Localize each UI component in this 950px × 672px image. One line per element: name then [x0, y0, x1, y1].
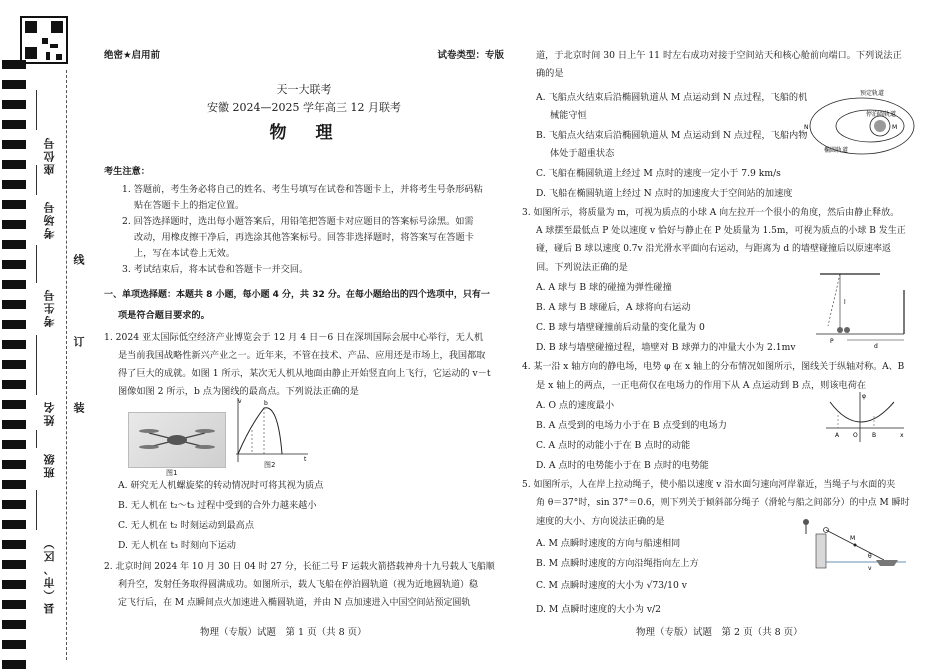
notice-line: 1. 答题前，考生务必将自己的姓名、考生号填写在试卷和答题卡上，并将考生号条形码粘	[122, 184, 483, 195]
q2-option-a: A. 飞船点火结束后沿椭圆轨道从 M 点运动到 N 点过程，飞船的机	[536, 92, 808, 103]
q4-option-d: D. A 点时的电势能小于在 B 点时的电势能	[536, 460, 709, 471]
orbit-label-ellipse: 椭圆轨道	[824, 147, 849, 154]
q5-text: 5. 如图所示，人在岸上拉动绳子，使小船以速度 v 沿水面匀速向河岸靠近，当绳子与水面的夹	[522, 480, 896, 490]
name-line	[36, 335, 37, 395]
q2-option-c: C. 飞船在椭圆轨道上经过 M 点时的速度一定小于 7.9 km/s	[536, 168, 781, 179]
q3-option-c: C. B 球与墙壁碰撞前后动量的变化量为 0	[536, 322, 705, 333]
q3-option-a: A. A 球与 B 球的碰撞为弹性碰撞	[536, 282, 672, 293]
orbit-label-planned: 预定轨道	[860, 90, 885, 97]
potential-graph	[822, 390, 908, 446]
q3-text: 回。下列说法正确的是	[536, 262, 628, 273]
qr-code-icon	[20, 16, 68, 64]
exam-title: 安徽 2024—2025 学年高三 12 月联考	[207, 101, 401, 114]
q4-option-b: B. A 点受到的电场力小于在 B 点受到的电场力	[536, 420, 727, 431]
svg-text:t: t	[304, 456, 307, 463]
pendulum-label-p: P	[830, 338, 834, 345]
q5-option-c: C. M 点瞬时速度的大小为 √73/10 v	[536, 580, 687, 591]
cut-dashed-line	[66, 70, 67, 660]
q5-option-a: A. M 点瞬时速度的方向与船速相同	[536, 538, 681, 549]
figure-2-caption: 图2	[264, 461, 276, 469]
drone-photo	[128, 412, 226, 468]
seat-number-label: 座位号	[43, 136, 56, 175]
q2-text: 利升空，发射任务取得圆满成功。如图所示，载人飞船在停泊圆轨道（视为近地圆轨道）稳	[118, 580, 479, 590]
seat-number-line	[36, 90, 37, 130]
q5-option-d: D. M 点瞬时速度的大小为 v/2	[536, 604, 661, 615]
q1-text: 1. 2024 亚太国际低空经济产业博览会于 12 月 4 日－6 日在深圳国际会展中心举行，无人机	[104, 332, 484, 343]
notice-line: 贴在答题卡上的指定位置。	[134, 200, 245, 211]
boat-label-v: v	[868, 565, 872, 572]
barcode-strip	[2, 60, 26, 672]
q5-text: 速度的大小、方向说法正确的是	[536, 516, 665, 527]
section-heading: 项是符合题目要求的。	[118, 310, 210, 321]
pendulum-label-d: d	[874, 343, 878, 350]
q2-text: 定飞行后，在 M 点瞬间点火加速进入椭圆轨道，并由 N 点加速进入中国空间站预定圆轨	[118, 598, 471, 608]
svg-text:v: v	[238, 398, 242, 405]
q2-text: 确的是	[536, 68, 564, 79]
orbit-label-parking: 停泊圆轨道	[866, 111, 897, 118]
orbit-label-m: M	[892, 124, 898, 131]
cut-mark-zhuang: 装	[72, 402, 85, 413]
q3-text: 碰，碰后 B 球以速度 0.7v 沿光滑水平面向右运动，与距离为 d 的墙壁碰撞后以原速率返	[536, 244, 891, 254]
page-1-column	[104, 46, 504, 646]
class-label: 班级	[43, 452, 56, 478]
q1-option-b: B. 无人机在 t₂～t₃ 过程中受到的合外力越来越小	[118, 500, 317, 511]
exam-room-line	[36, 165, 37, 195]
q1-option-a: A. 研究无人机螺旋桨的转动情况时可将其视为质点	[118, 480, 324, 491]
q4-text: 是 x 轴上的两点，一正电荷仅在电场力的作用下从 A 点运动到 B 点，则该电荷在	[536, 380, 867, 391]
drone-icon	[129, 413, 225, 467]
name-label: 姓名	[43, 400, 56, 426]
notice-line: 上，写在本试卷上无效。	[134, 248, 236, 259]
orbit-label-n: N	[804, 124, 809, 131]
pendulum-diagram	[810, 270, 916, 350]
q1-option-d: D. 无人机在 t₃ 时刻向下运动	[118, 540, 236, 551]
subject-title: 物 理	[269, 123, 339, 143]
q5-option-b: B. M 点瞬时速度的方向沿绳指向左上方	[536, 558, 699, 569]
phi-origin: O	[853, 432, 858, 439]
notice-title: 考生注意：	[104, 166, 150, 177]
figure-1-caption: 图1	[166, 469, 178, 477]
boat-label-m: M	[850, 535, 856, 542]
q2-option-b-cont: 体处于超重状态	[550, 148, 615, 159]
q3-option-d: D. B 球与墙壁碰撞过程，墙壁对 B 球弹力的冲量大小为 2.1mv	[536, 342, 796, 353]
q3-text: A 球摆至最低点 P 处以速度 v 恰好与静止在 P 处质量为 1.5m，可视为质点的小球 B 发生正	[536, 226, 906, 236]
page-2-footer: 物理（专版）试题 第 2 页（共 8 页）	[636, 627, 803, 638]
pendulum-label-l: l	[844, 299, 846, 306]
q2-option-a-cont: 械能守恒	[550, 110, 587, 121]
q2-option-d: D. 飞船在椭圆轨道上经过 N 点时的加速度大于空间站的加速度	[536, 188, 793, 199]
phi-point-a: A	[835, 432, 840, 439]
q1-text: 是当前我国战略性新兴产业之一。近年来，不管在技术、产品、应用还是市场上，我国都取	[118, 350, 486, 361]
section-heading: 一、单项选择题：本题共 8 小题，每小题 4 分，共 32 分。在每小题给出的四个选项中，只有一	[104, 290, 490, 300]
q4-option-c: C. A 点时的动能小于在 B 点时的动能	[536, 440, 691, 451]
notice-line: 改动，用橡皮擦干净后，再选涂其他答案标号。回答非选择题时，将答案写在答题卡	[134, 232, 474, 243]
q3-text: 3. 如图所示，将质量为 m，可视为质点的小球 A 向左拉开一个很小的角度，然后由静止释放。	[522, 208, 900, 218]
phi-axis-label: φ	[862, 393, 866, 400]
exam-number-label: 考生号	[43, 288, 56, 327]
phi-point-b: B	[872, 432, 877, 439]
confidential-mark: 绝密★启用前	[104, 50, 161, 61]
q3-option-b: B. A 球与 B 球碰后，A 球将向右运动	[536, 302, 691, 313]
exam-number-line	[36, 245, 37, 283]
svg-text:b: b	[264, 400, 268, 407]
county-label: 县（市、区）	[43, 536, 56, 614]
q4-option-a: A. O 点的速度最小	[536, 400, 615, 411]
q1-option-c: C. 无人机在 t₂ 时刻运动到最高点	[118, 520, 255, 531]
binding-margin	[0, 0, 98, 672]
q2-option-b: B. 飞船点火结束后沿椭圆轨道从 M 点运动到 N 点过程，飞船内物	[536, 130, 808, 141]
organizer-title: 天一大联考	[276, 83, 332, 96]
class-line	[36, 430, 37, 448]
q2-text: 2. 北京时间 2024 年 10 月 30 日 04 时 27 分，长征二号 F 运载火箭搭载神舟十九号载人飞船顺	[104, 562, 495, 572]
county-line	[36, 490, 37, 530]
q1-text: 得了巨大的成就。如图 1 所示，某次无人机从地面由静止开始竖直向上飞行，它运动的 v－t	[118, 368, 491, 379]
orbit-diagram	[800, 86, 920, 156]
boat-label-theta: θ	[868, 553, 872, 560]
notice-line: 2. 回答选择题时，选出每小题答案后，用铅笔把答题卡对应题目的答案标号涂黑。如需	[122, 216, 474, 227]
vt-graph	[230, 396, 310, 466]
q1-text: 图像如图 2 所示，b 点为图线的最高点。下列说法正确的是	[118, 386, 359, 397]
boat-diagram	[798, 512, 908, 572]
q2-text: 道，于北京时间 30 日上午 11 时左右成功对接于空间站天和核心舱前向端口。下列说法正	[536, 50, 902, 61]
cut-mark-ding: 订	[72, 336, 85, 347]
q4-text: 4. 某一沿 x 轴方向的静电场，电势 φ 在 x 轴上的分布情况如图所示，图线关于纵轴对称。A、B	[522, 362, 905, 372]
page-1-footer: 物理（专版）试题 第 1 页（共 8 页）	[200, 627, 367, 638]
exam-room-label: 考场号	[43, 200, 56, 239]
cut-mark-line: 线	[72, 254, 85, 265]
q5-text: 角 θ＝37°时，sin 37°＝0.6，则下列关于倾斜部分绳子（滑轮与船之间部分）的中点 M 瞬时	[536, 498, 910, 508]
paper-type: 试卷类型：专版	[437, 50, 504, 61]
phi-x-axis: x	[900, 432, 904, 439]
notice-line: 3. 考试结束后，将本试卷和答题卡一并交回。	[122, 264, 309, 275]
